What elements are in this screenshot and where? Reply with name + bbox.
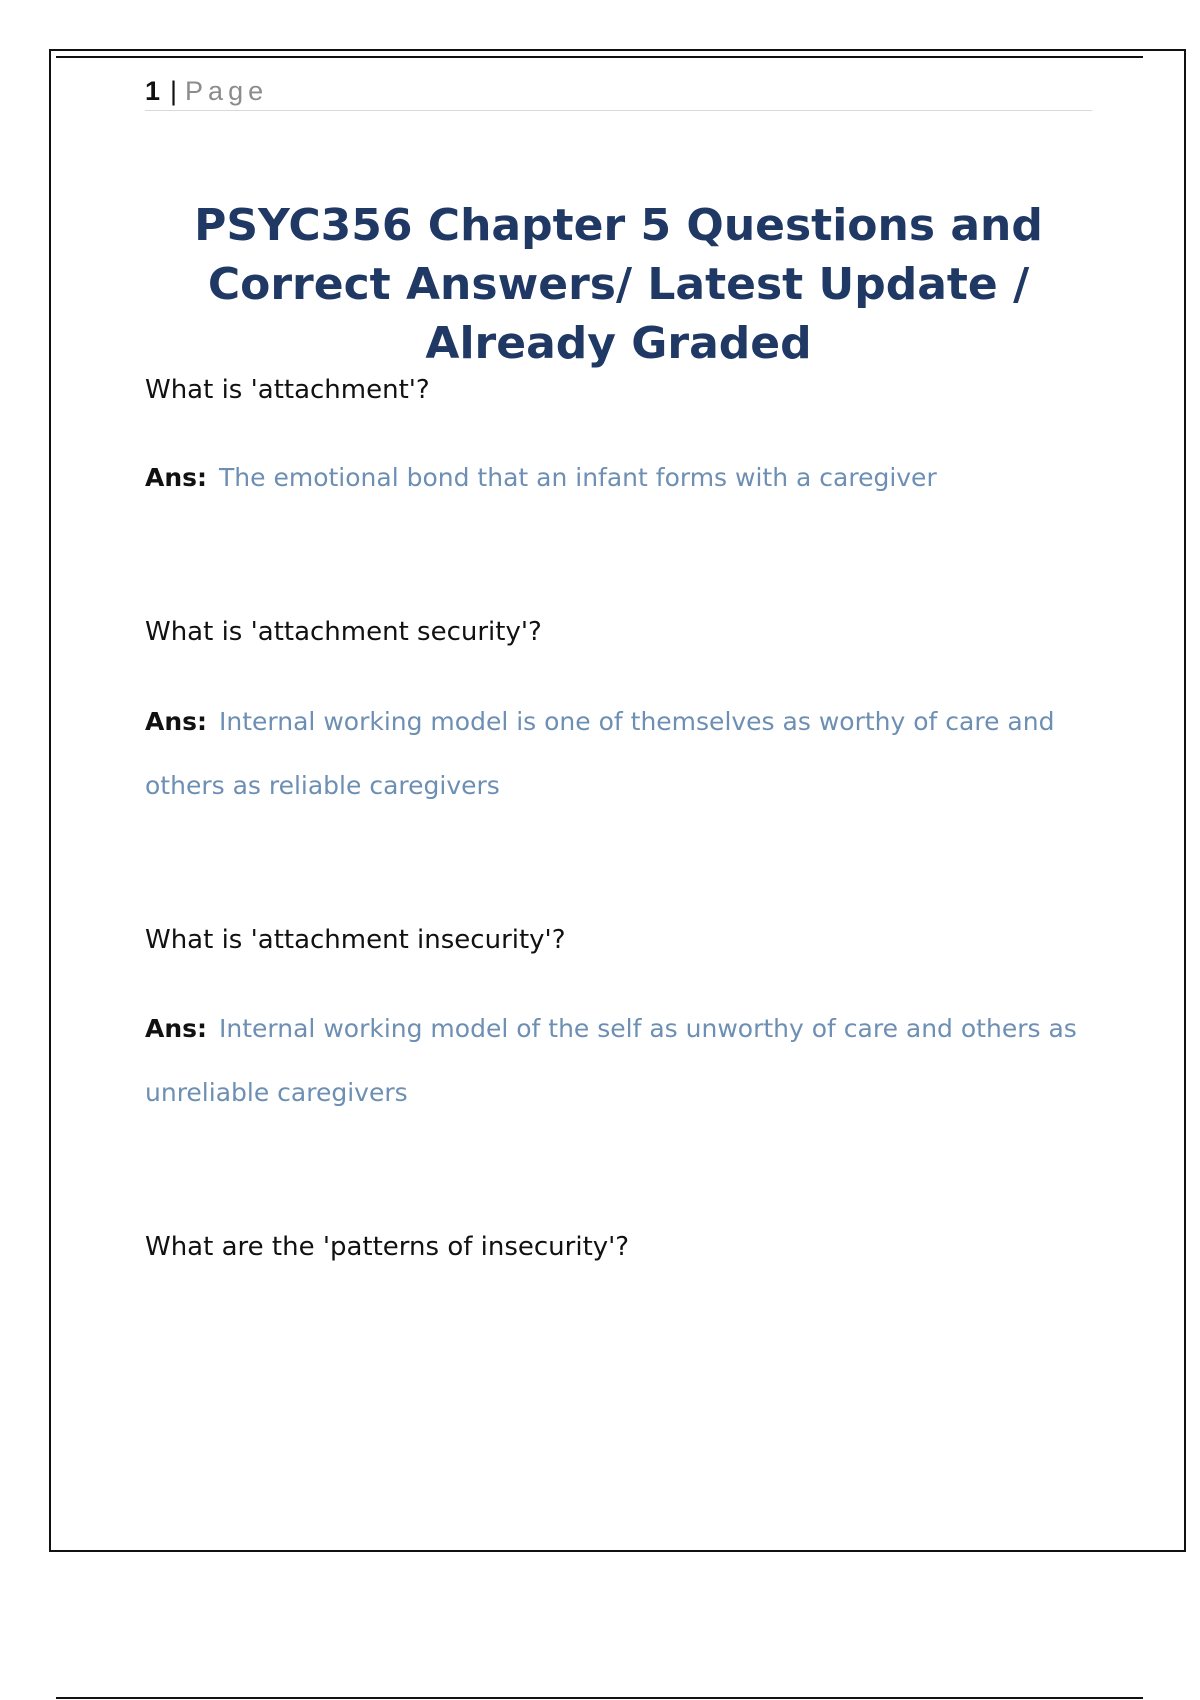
answer-label: Ans: [145, 1014, 208, 1043]
answer-text: Internal working model of the self as unworthy of care and others as unreliable caregivers [145, 1014, 1077, 1107]
top-rule [56, 56, 1143, 58]
answer-3 [145, 997, 1090, 1125]
page-header [145, 72, 1092, 111]
page-separator: | [170, 76, 178, 106]
answer-text: The emotional bond that an infant forms with a caregiver [219, 463, 937, 492]
page-label: Page [185, 76, 269, 106]
question-4: What are the 'patterns of insecurity'? [145, 1232, 630, 1262]
page-number: 1 [145, 76, 161, 106]
question-3: What is 'attachment insecurity'? [145, 925, 566, 955]
answer-label: Ans: [145, 707, 208, 736]
answer-1 [145, 446, 1090, 510]
answer-text: Internal working model is one of themselves as worthy of care and others as reliable caregivers [145, 707, 1055, 800]
bottom-rule [56, 1697, 1143, 1699]
document-title: PSYC356 Chapter 5 Questions and Correct Answers/ Latest Update / Already Graded [194, 200, 1043, 369]
answer-label: Ans: [145, 463, 208, 492]
question-2: What is 'attachment security'? [145, 617, 542, 647]
answer-2 [145, 690, 1090, 818]
question-1: What is 'attachment'? [145, 375, 430, 405]
